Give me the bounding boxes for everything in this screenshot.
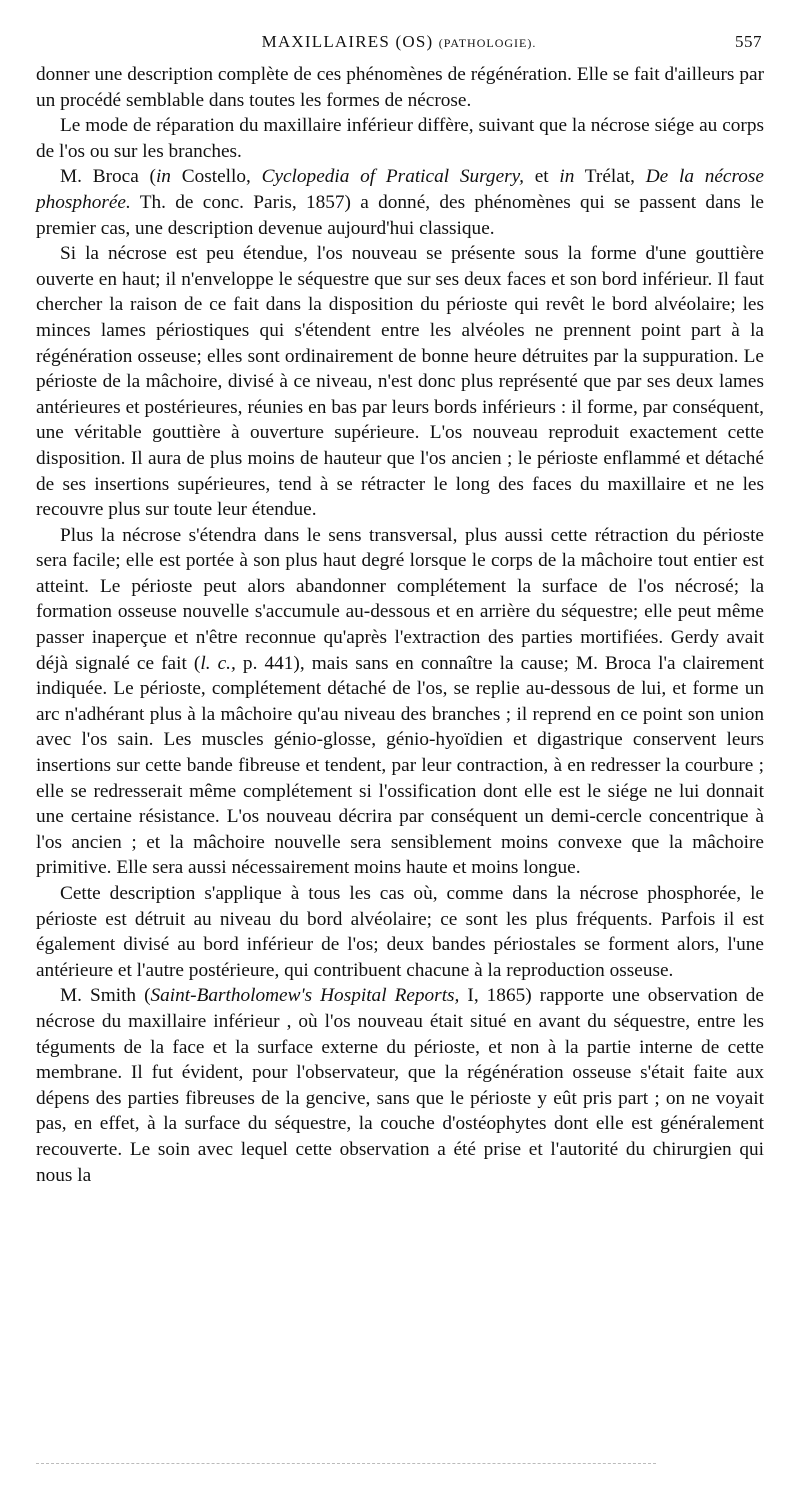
- bottom-rule: [36, 1463, 656, 1464]
- paragraph-text: Costello,: [170, 166, 262, 188]
- italic-text: Saint-Bartholomew's Hospital Reports,: [150, 985, 460, 1007]
- italic-text: Cyclopedia of Pratical Surgery,: [261, 166, 524, 188]
- running-title-main: MAXILLAIRES (OS): [261, 32, 434, 51]
- running-title-sub: (PATHOLOGIE).: [438, 36, 537, 50]
- paragraph-text: p. 441), mais sans en connaître la cause; M. Broca l'a clairement indiquée. Le périoste, complétement détaché de l'os, se replie au-dessous de lui, et forme un arc n'adhérant plus à la mâchoire qu'au niveau des branches ; il reprend en ce point son union avec l'os sain. Les muscles génio-glosse, génio-hyoïdien et digastrique conservent leurs insertions sur cette bande fibreuse et tendent, par leur contraction, à en redresser la courbure ; elle se redresserait même complétement si l'ossification dont elle est le siége ne lui donnait une certaine résistance. L'os nouveau décrira par conséquent un demi-cercle concentrique à l'os ancien ; et la mâchoire nouvelle sera sensiblement moins convexe que la mâchoire primitive. Elle sera aussi nécessairement moins haute et moins longue.: [36, 652, 764, 879]
- paragraph-text: Le mode de réparation du maxillaire inférieur diffère, suivant que la nécrose siége au corps de l'os ou sur les branches.: [36, 115, 764, 162]
- paragraph: [36, 983, 764, 1188]
- italic-text: in: [155, 166, 171, 188]
- paragraph-text: Cette description s'applique à tous les cas où, comme dans la nécrose phosphorée, le périoste est détruit au niveau du bord alvéolaire; ce sont les plus fréquents. Parfois il est également divisé au bord inférieur de l'os; deux bandes périostales se forment alors, l'une antérieure et l'autre postérieure, qui contribuent chacune à la reproduction osseuse.: [36, 883, 764, 981]
- paragraph: [36, 523, 764, 881]
- paragraph: [36, 881, 764, 983]
- running-title: [36, 32, 762, 52]
- paragraph: [36, 164, 764, 241]
- italic-text: l. c.,: [200, 652, 236, 674]
- body-text: [36, 62, 764, 1188]
- paragraph-text: I, 1865) rapporte une observation de nécrose du maxillaire inférieur , où l'os nouveau était situé en avant du séquestre, entre les téguments de la face et la surface externe du périoste, et non à la partie interne de cette membrane. Il fut évident, pour l'observateur, que la régénération osseuse s'était faite aux dépens des parties fibreuses de la gencive, sans que le périoste y eût pris part ; on ne voyait pas, en effet, à la surface du séquestre, la couche d'ostéophytes dont elle est généralement recouverte. Le soin avec lequel cette observation a été prise et l'autorité du chirurgien qui nous la: [36, 985, 764, 1186]
- paragraph-text: Trélat,: [574, 166, 646, 188]
- paragraph: [36, 113, 764, 164]
- running-head: [36, 32, 762, 58]
- paragraph-text: Plus la nécrose s'étendra dans le sens transversal, plus aussi cette rétraction du périoste sera facile; elle est portée à son plus haut degré lorsque le corps de la mâchoire tout entier est atteint. Le périoste peut alors abandonner complétement la surface de l'os nécrosé; la formation osseuse nouvelle s'accumule au-dessous et en arrière du séquestre; elle peut même passer inaperçue et n'être reconnue qu'après l'extraction des parties mortifiées. Gerdy avait déjà signalé ce fait (: [36, 524, 764, 674]
- paragraph-text: Si la nécrose est peu étendue, l'os nouveau se présente sous la forme d'une gouttière ouverte en haut; il n'enveloppe le séquestre que sur ses deux faces et son bord inférieur. Il faut chercher la raison de ce fait dans la disposition du périoste qui revêt le bord alvéolaire; les minces lames périostiques qui s'étendent entre les alvéoles ne prennent point part à la régénération osseuse; elles sont ordinairement de bonne heure détruites par la suppuration. Le périoste de la mâchoire, divisé à ce niveau, n'est donc plus représenté que par ses deux lames antérieures et postérieures, réunies en bas par leurs bords inférieurs : il forme, par conséquent, une véritable gouttière à ouverture supérieure. L'os nouveau reproduit exactement cette disposition. Il aura de plus moins de hauteur que l'os ancien ; le périoste enflammé et détaché de ses insertions supérieures, tend à se rétracter le long des faces du maxillaire et ne les recouvre plus sur toute leur étendue.: [36, 243, 764, 521]
- paragraph-text: Th. de conc. Paris, 1857) a donné, des phénomènes qui se passent dans le premier cas, une description devenue aujourd'hui classique.: [36, 191, 764, 239]
- paragraph-text: M. Smith (: [60, 985, 151, 1007]
- paragraph: [36, 241, 764, 523]
- page-number: 557: [735, 32, 762, 51]
- paragraph-text: M. Broca (: [60, 166, 156, 188]
- paragraph-text: donner une description complète de ces phénomènes de régénération. Elle se fait d'ailleurs par un procédé semblable dans toutes les formes de nécrose.: [36, 64, 764, 111]
- italic-text: De la nécrose phosphorée.: [36, 166, 764, 213]
- paragraph-text: et: [523, 166, 560, 188]
- italic-text: in: [559, 166, 575, 188]
- paragraph: [36, 62, 764, 113]
